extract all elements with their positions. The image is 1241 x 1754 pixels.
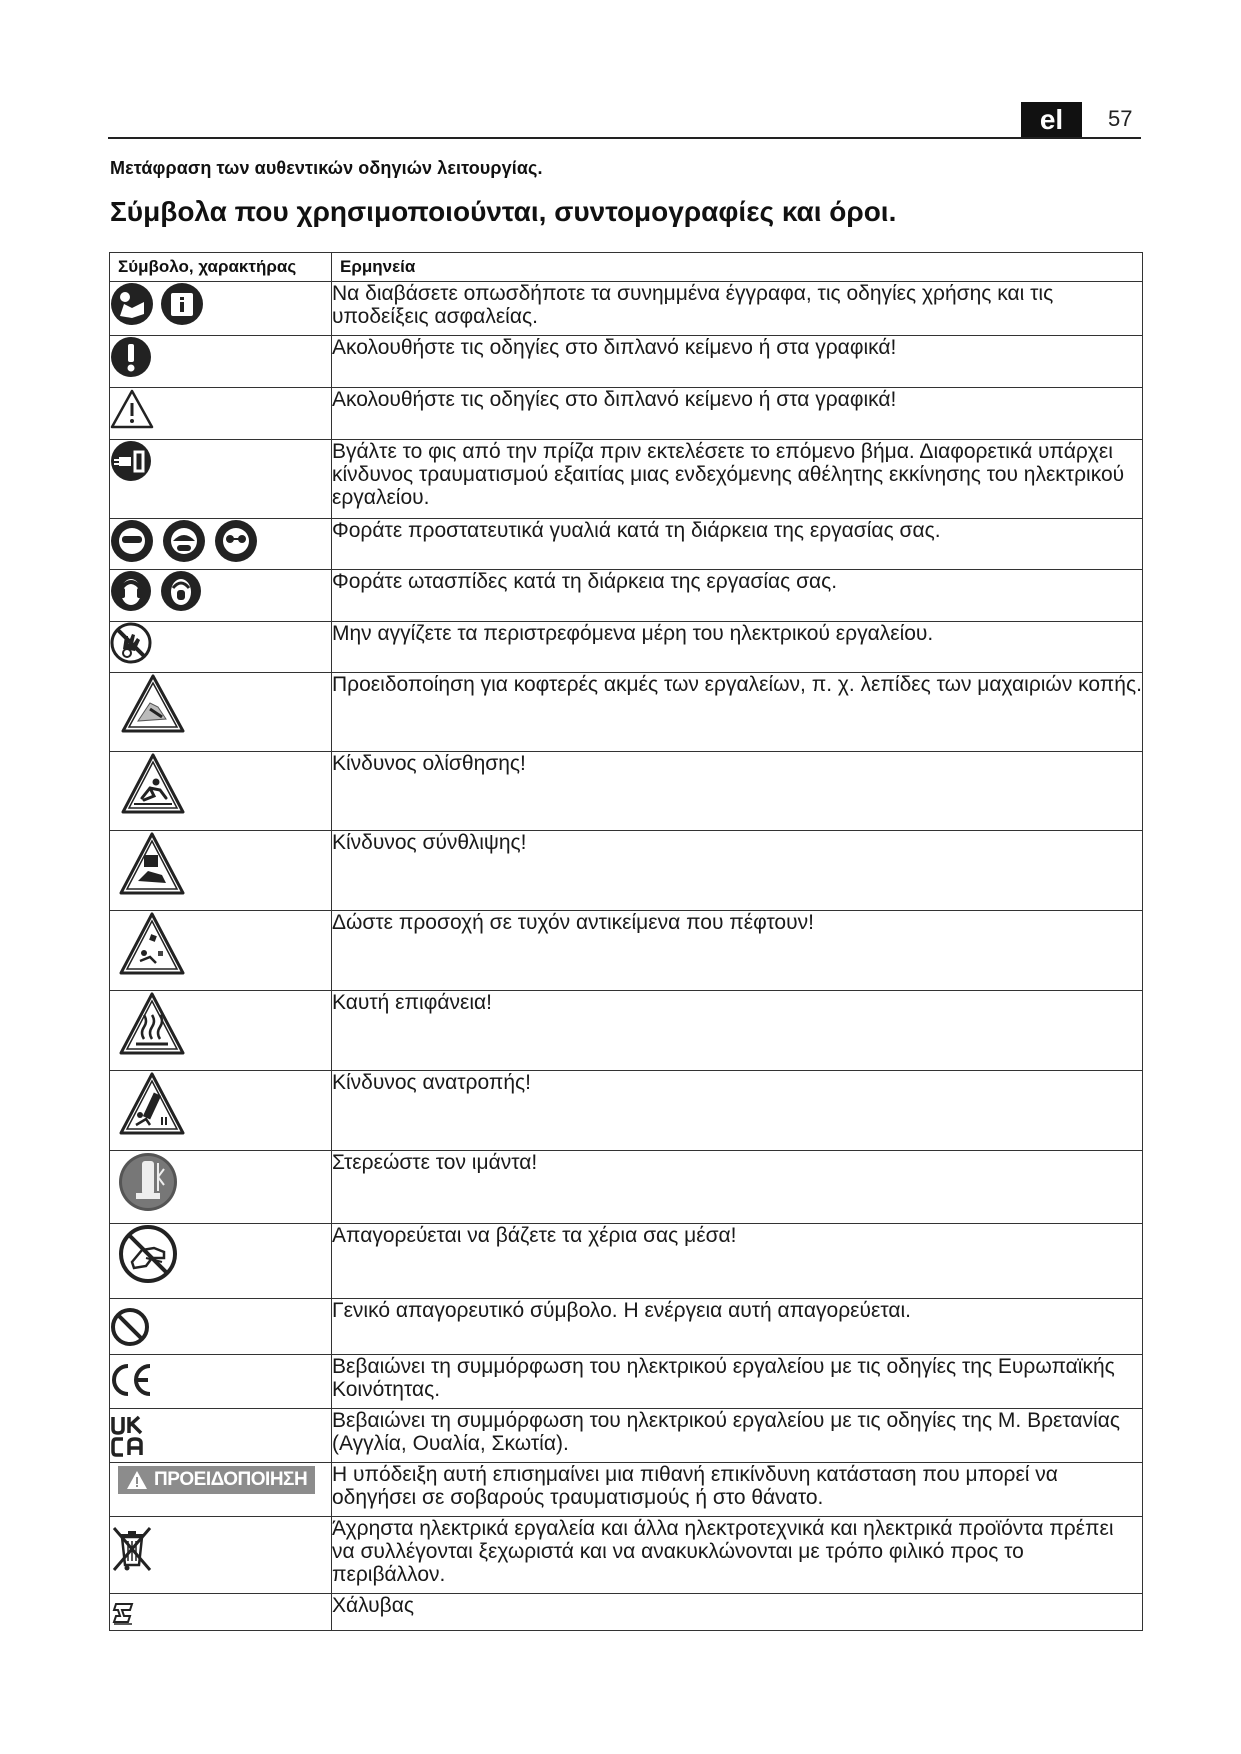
symbol-cell <box>110 622 332 673</box>
symbol-cell <box>110 831 332 911</box>
hot-surface-icon <box>118 991 331 1057</box>
read-manual-icon <box>110 282 154 326</box>
warning-triangle-icon <box>110 388 331 430</box>
table-row <box>110 991 1143 1071</box>
meaning-cell: Ακολουθήστε τις οδηγίες στο διπλανό κείμενο ή στα γραφικά! <box>332 336 1143 388</box>
symbol-cell <box>110 752 332 831</box>
meaning-cell: Μην αγγίζετε τα περιστρεφόμενα μέρη του ηλεκτρικού εργαλείου. <box>332 622 1143 673</box>
page-title: Σύμβολα που χρησιμοποιούνται, συντομογραφίες και όροι. <box>110 196 897 227</box>
symbol-cell <box>110 673 332 752</box>
table-row <box>110 1224 1143 1299</box>
table-row <box>110 831 1143 911</box>
face-shield-icon <box>110 519 154 563</box>
meaning-cell: Προειδοποίηση για κοφτερές ακμές των εργαλείων, π. χ. λεπίδες των μαχαιριών κοπής. <box>332 673 1143 752</box>
meaning-cell: Βεβαιώνει τη συμμόρφωση του ηλεκτρικού εργαλείου με τις οδηγίες της Μ. Βρετανίας (Αγγλία, Ουαλία, Σκωτία). <box>332 1409 1143 1463</box>
symbol-cell <box>110 1463 332 1517</box>
table-row <box>110 336 1143 388</box>
symbol-cell <box>110 1151 332 1224</box>
ear-defenders-icon <box>110 570 152 612</box>
table-row <box>110 388 1143 440</box>
table-row <box>110 1517 1143 1594</box>
table-row <box>110 1071 1143 1151</box>
table-row <box>110 752 1143 831</box>
meaning-cell: Στερεώστε τον ιμάντα! <box>332 1151 1143 1224</box>
table-row <box>110 1299 1143 1355</box>
symbol-cell <box>110 1355 332 1409</box>
falling-objects-icon <box>118 911 331 977</box>
symbol-cell <box>110 1517 332 1594</box>
meaning-cell: Κίνδυνος ολίσθησης! <box>332 752 1143 831</box>
meaning-cell: Βγάλτε το φις από την πρίζα πριν εκτελέσετε το επόμενο βήμα. Διαφορετικά υπάρχει κίνδυνος τραυματισμού εξαιτίας μιας ενδεχόμενης αθέλητης εκκίνησης του ηλεκτρικού εργαλείου. <box>332 440 1143 519</box>
table-row <box>110 570 1143 622</box>
meaning-cell: Γενικό απαγορευτικό σύμβολο. Η ενέργεια αυτή απαγορεύεται. <box>332 1299 1143 1355</box>
symbols-table <box>109 252 1143 1631</box>
table-row <box>110 911 1143 991</box>
slip-hazard-icon <box>120 752 331 816</box>
meaning-cell: Κίνδυνος σύνθλιψης! <box>332 831 1143 911</box>
symbol-cell <box>110 519 332 570</box>
meaning-cell: Χάλυβας <box>332 1594 1143 1631</box>
meaning-cell: Απαγορεύεται να βάζετε τα χέρια σας μέσα! <box>332 1224 1143 1299</box>
symbol-cell <box>110 1299 332 1355</box>
fasten-strap-icon <box>118 1151 331 1213</box>
ukca-mark-icon <box>110 1415 331 1457</box>
table-row <box>110 440 1143 519</box>
meaning-cell: Κίνδυνος ανατροπής! <box>332 1071 1143 1151</box>
table-row <box>110 622 1143 673</box>
symbol-cell <box>110 570 332 622</box>
table-row <box>110 282 1143 336</box>
symbol-cell <box>110 336 332 388</box>
table-row <box>110 1151 1143 1224</box>
meaning-cell: Ακολουθήστε τις οδηγίες στο διπλανό κείμενο ή στα γραφικά! <box>332 388 1143 440</box>
meaning-cell: Φοράτε ωτασπίδες κατά τη διάρκεια της εργασίας σας. <box>332 570 1143 622</box>
meaning-cell: Φοράτε προστατευτικά γυαλιά κατά τη διάρκεια της εργασίας σας. <box>332 519 1143 570</box>
meaning-cell: Δώστε προσοχή σε τυχόν αντικείμενα που πέφτουν! <box>332 911 1143 991</box>
meaning-cell: Να διαβάσετε οπωσδήποτε τα συνημμένα έγγραφα, τις οδηγίες χρήσης και τις υποδείξεις ασφαλείας. <box>332 282 1143 336</box>
unplug-icon <box>110 440 331 482</box>
ear-protection-icon <box>160 570 202 612</box>
language-badge: el <box>1021 102 1082 137</box>
steel-icon <box>110 1600 331 1626</box>
ce-mark-icon <box>110 1361 331 1399</box>
meaning-cell: Βεβαιώνει τη συμμόρφωση του ηλεκτρικού εργαλείου με τις οδηγίες της Ευρωπαϊκής Κοινότητας. <box>332 1355 1143 1409</box>
no-hands-icon <box>118 1224 331 1284</box>
symbol-cell <box>110 282 332 336</box>
meaning-cell: Η υπόδειξη αυτή επισημαίνει μια πιθανή επικίνδυνη κατάσταση που μπορεί να οδηγήσει σε σοβαρούς τραυματισμούς ή στο θάνατο. <box>332 1463 1143 1517</box>
symbol-cell <box>110 1409 332 1463</box>
symbol-cell <box>110 1224 332 1299</box>
safety-goggles-icon <box>214 519 258 563</box>
symbol-cell <box>110 911 332 991</box>
info-book-icon <box>160 282 204 326</box>
page-number: 57 <box>1108 106 1133 131</box>
table-row <box>110 1409 1143 1463</box>
header-meaning: Ερμηνεία <box>332 253 1143 282</box>
symbol-cell <box>110 1071 332 1151</box>
weee-bin-icon <box>110 1525 331 1573</box>
mandatory-exclamation-icon <box>110 336 331 378</box>
meaning-cell: Άχρηστα ηλεκτρικά εργαλεία και άλλα ηλεκτροτεχνικά και ηλεκτρικά προϊόντα πρέπει να συλλέγονται ξεχωριστά και να ανακυκλώνονται με τρόπο φιλικό προς το περιβάλλον. <box>332 1517 1143 1594</box>
meaning-cell: Καυτή επιφάνεια! <box>332 991 1143 1071</box>
tipping-hazard-icon <box>118 1071 331 1137</box>
warning-badge <box>118 1466 315 1494</box>
warning-triangle-icon <box>126 1470 148 1490</box>
prohibition-icon <box>110 1307 331 1347</box>
warning-badge-label: ΠΡΟΕΙΔΟΠΟΙΗΣΗ <box>154 1469 308 1490</box>
symbol-cell <box>110 1594 332 1631</box>
symbol-cell <box>110 991 332 1071</box>
sharp-edges-warning-icon <box>120 673 331 735</box>
table-row <box>110 1355 1143 1409</box>
table-row <box>110 519 1143 570</box>
symbol-cell <box>110 388 332 440</box>
header-rule <box>108 137 1141 139</box>
no-touch-rotating-icon <box>110 622 331 664</box>
dust-mask-icon <box>162 519 206 563</box>
crush-hazard-icon <box>118 831 331 897</box>
table-row <box>110 1594 1143 1631</box>
symbol-cell <box>110 440 332 519</box>
table-header-row <box>110 253 1143 282</box>
header-symbol: Σύμβολο, χαρακτήρας <box>110 253 332 282</box>
table-row <box>110 673 1143 752</box>
table-row <box>110 1463 1143 1517</box>
document-subtitle: Μετάφραση των αυθεντικών οδηγιών λειτουργίας. <box>110 158 543 178</box>
